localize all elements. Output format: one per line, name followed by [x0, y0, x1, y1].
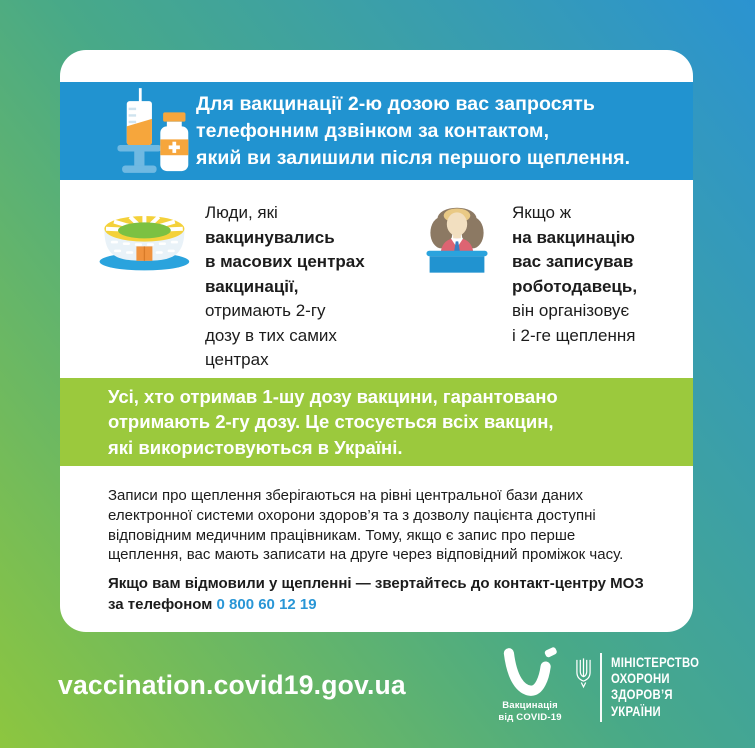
- employer-text: [512, 201, 693, 348]
- banner-text: [196, 91, 630, 172]
- info-card: [60, 50, 693, 632]
- col1-line: вакцинації,: [205, 276, 299, 296]
- col2-line: Якщо ж: [512, 203, 572, 222]
- col2-line: він організовує: [512, 301, 630, 320]
- contact-line: [108, 595, 668, 616]
- col1-line: в масових центрах: [205, 252, 365, 271]
- contact-line: Якщо вам відмовили у щепленні — звертайтесь до контакт-центру МОЗ: [108, 575, 644, 592]
- records-paragraph: [108, 486, 668, 565]
- records-line: відповідним медичним працівникам. Тому, якщо є запис про перше: [108, 526, 576, 544]
- guarantee-banner: [60, 378, 693, 466]
- ministry-name-line: ОХОРОНИ: [611, 671, 670, 687]
- vaccination-campaign-logo: [493, 647, 567, 723]
- banner-line: телефонним дзвінком за контактом,: [196, 119, 550, 142]
- site-url: vaccination.covid19.gov.ua: [58, 670, 406, 700]
- v-checkmark-icon: [501, 647, 559, 697]
- phone-number[interactable]: 0 800 60 12 19: [216, 595, 317, 613]
- contact-info: [108, 574, 668, 615]
- col1-line: отримають 2-гу: [205, 301, 326, 320]
- col2-line: вас записував: [512, 252, 634, 271]
- contact-phone-prefix: за телефоном: [108, 595, 217, 613]
- col2-line: і 2-ге щеплення: [512, 325, 636, 345]
- vaccination-logo-caption: [493, 700, 567, 723]
- syringe-vial-icon: [110, 88, 192, 174]
- vaccination-logo-line: Вакцинація: [502, 700, 558, 711]
- guarantee-line: отримають 2-гу дозу. Це стосується всіх вакцин,: [108, 411, 554, 433]
- col1-line: центрах: [205, 350, 269, 369]
- guarantee-line: які використовуються в Україні.: [108, 436, 403, 458]
- two-column-section: [60, 203, 693, 375]
- records-line: Записи про щеплення зберігаються на рівні центральної бази даних: [108, 487, 583, 504]
- col2-line: роботодавець,: [512, 276, 638, 296]
- ministry-name-line: МІНІСТЕРСТВО: [611, 655, 700, 670]
- records-line: електронної системи охорони здоров’я та з дозволу пацієнта доступні: [108, 506, 596, 524]
- ministry-of-health-logo: [574, 653, 716, 722]
- records-line: щеплення, вас мають записати на друге через відповідний проміжок часу.: [108, 546, 624, 564]
- banner-line: Для вакцинації 2-ю дозою вас запросять: [196, 92, 595, 115]
- header-banner: [60, 82, 693, 180]
- trident-icon: [574, 656, 593, 690]
- receptionist-icon: [412, 203, 502, 275]
- ministry-name-line: УКРАЇНИ: [611, 703, 661, 719]
- col2-line: на вакцинацію: [512, 227, 635, 247]
- guarantee-text: [108, 384, 558, 461]
- banner-line: який ви залишили після першого щеплення.: [196, 146, 631, 169]
- ministry-name: [611, 655, 699, 720]
- stadium-icon: [98, 205, 194, 275]
- ministry-name-line: ЗДОРОВ’Я: [611, 687, 673, 703]
- col1-line: Люди, які: [205, 203, 278, 222]
- vaccination-logo-line: від COVID-19: [498, 711, 562, 723]
- mass-center-text: [205, 201, 415, 373]
- col1-line: вакцинувались: [205, 227, 335, 247]
- guarantee-line: Усі, хто отримав 1-шу дозу вакцини, гарантовано: [108, 385, 558, 407]
- logo-separator: [600, 653, 602, 722]
- col1-line: дозу в тих самих: [205, 325, 337, 345]
